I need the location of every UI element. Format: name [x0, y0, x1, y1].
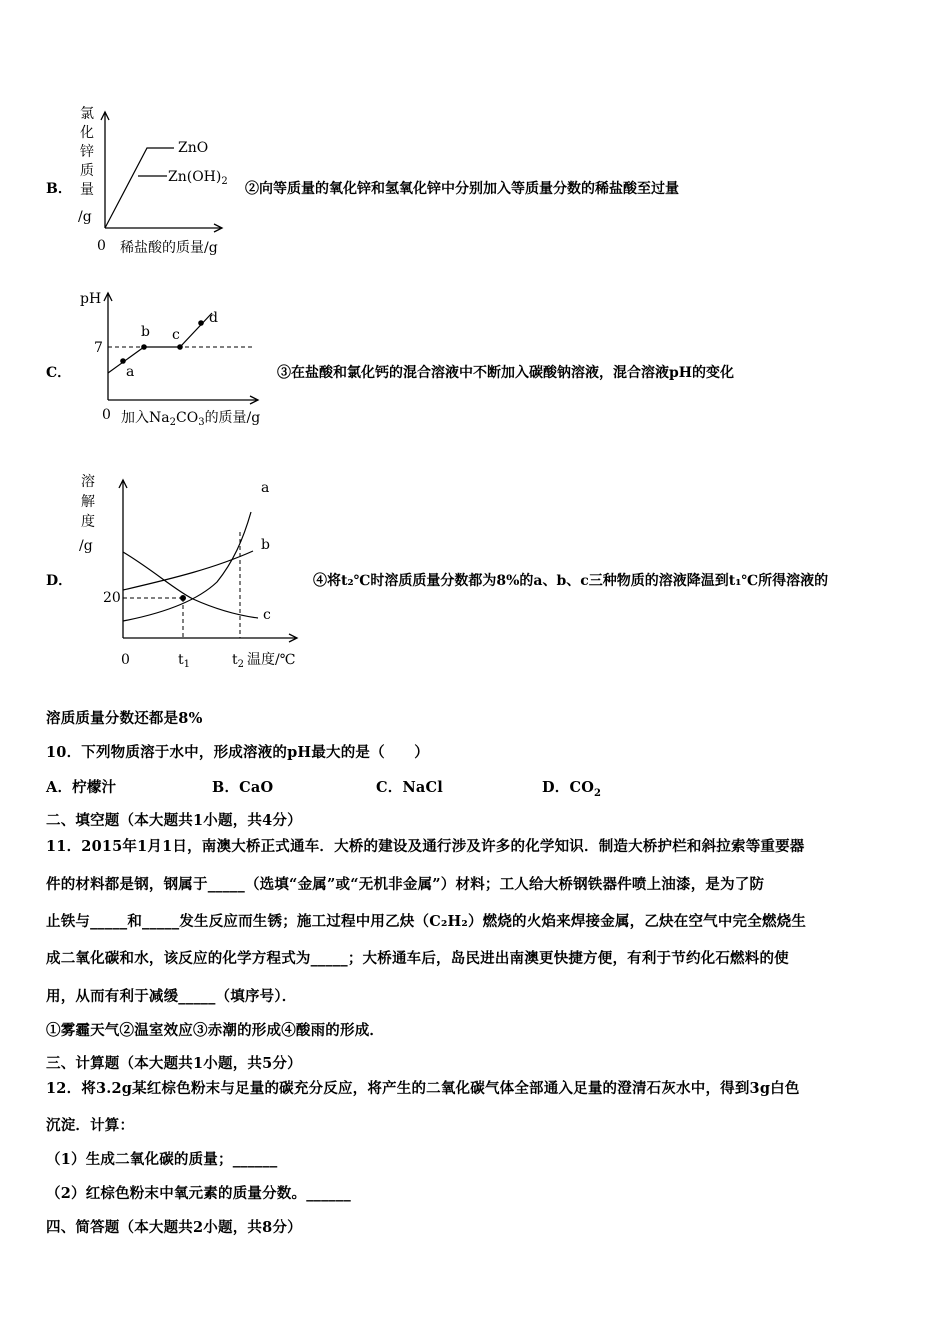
q10-option-d: D．$CO_2$ [542, 779, 602, 799]
origin-label: 0 [97, 238, 106, 254]
ylabel-char: 锌 [80, 144, 94, 160]
ylabel-char: 溶 [81, 474, 95, 490]
point-c [177, 344, 183, 350]
xlabel: 温度/℃ [247, 652, 296, 668]
origin-label: 0 [121, 652, 130, 668]
ylabel: pH [80, 291, 102, 307]
section-3-heading: 三、计算题（本大题共1小题，共5分） [46, 1055, 302, 1072]
ylabel-char: 质 [80, 163, 94, 179]
label-a: a [126, 364, 135, 380]
curve-a-label: a [261, 480, 270, 496]
section-2-heading: 二、填空题（本大题共1小题，共4分） [46, 812, 302, 829]
t1-label: $t_1$ [178, 652, 191, 670]
q11-line-2: 件的材料都是钢，钢属于_____（选填“金属”或“无机非金属”）材料；工人给大桥钢铁器件喷上油漆，是为了防 [46, 876, 765, 893]
zno-line [105, 148, 174, 228]
q12-line-1: 12．将3.2g某红棕色粉末与足量的碳充分反应，将产生的二氧化碳气体全部通入足量的澄清石灰水中，得到3g白色 [46, 1080, 800, 1097]
ylabel-vertical [79, 473, 95, 554]
solubility-graph [75, 470, 310, 675]
option-d-description: ④将t₂℃时溶质质量分数都为8%的a、b、c三种物质的溶液降温到t₁℃所得溶液的 [313, 573, 829, 589]
ylabel-char: 化 [80, 125, 94, 141]
ylabel-char: /g [79, 538, 93, 554]
curve-c-label: c [263, 607, 271, 623]
point-d [198, 320, 204, 326]
q10-option-b: B．CaO [212, 779, 274, 796]
ph-curve [108, 313, 212, 373]
ylabel-char: 解 [81, 494, 95, 510]
q11-line-6: ①雾霾天气②温室效应③赤潮的形成④酸雨的形成． [46, 1022, 385, 1039]
section-4-heading: 四、简答题（本大题共2小题，共8分） [46, 1219, 302, 1236]
xlabel: 加入$Na_2CO_3$的质量/g [121, 410, 261, 428]
origin-label: 0 [102, 407, 111, 423]
option-c-description: ③在盐酸和氯化钙的混合溶液中不断加入碳酸钠溶液，混合溶液pH的变化 [277, 365, 735, 381]
q12-part-1: （1）生成二氧化碳的质量；______ [46, 1151, 278, 1168]
point-b [141, 344, 147, 350]
curve-b-label: b [261, 537, 270, 553]
q10-option-c: C．NaCl [376, 779, 443, 796]
option-c-label: C． [46, 365, 72, 381]
option-b-description: ②向等质量的氧化锌和氢氧化锌中分别加入等质量分数的稀盐酸至过量 [245, 181, 679, 197]
q12-line-2: 沉淀．计算： [46, 1117, 135, 1134]
q10-stem: 10．下列物质溶于水中，形成溶液的pH最大的是（ ） [46, 744, 429, 761]
intersection-point [180, 595, 186, 601]
q11-line-5: 用，从而有利于减缓_____（填序号）． [46, 988, 297, 1005]
series-zno-label: ZnO [178, 140, 209, 156]
ylabel-char: 度 [81, 514, 95, 530]
label-b: b [141, 324, 150, 340]
ylabel-char: 氯 [80, 106, 94, 122]
curve-a [123, 512, 251, 621]
ylabel-char: /g [78, 209, 92, 225]
q11-line-4: 成二氧化碳和水，该反应的化学方程式为_____；大桥通车后，岛民进出南澳更快捷方便，有利于节约化石燃料的使 [46, 950, 789, 967]
q12-part-2: （2）红棕色粉末中氧元素的质量分数。______ [46, 1185, 351, 1202]
ytick-20: 20 [103, 590, 121, 606]
point-a [120, 358, 126, 364]
label-d: d [209, 310, 218, 326]
q11-line-3: 止铁与_____和_____发生反应而生锈；施工过程中用乙炔（C₂H₂）燃烧的火焰来焊接金属，乙炔在空气中完全燃烧生 [46, 913, 807, 930]
q10-option-a: A．柠檬汁 [46, 779, 117, 796]
xlabel: 稀盐酸的质量/g [120, 240, 218, 256]
ylabel-vertical [78, 106, 94, 225]
option-d-continuation: 溶质质量分数还都是8% [46, 710, 203, 727]
series-znoh2-label: $Zn(OH)_2$ [168, 169, 228, 187]
ph-graph [72, 285, 282, 435]
option-b-label: B． [46, 181, 72, 197]
q11-line-1: 11．2015年1月1日，南澳大桥正式通车．大桥的建设及通行涉及许多的化学知识．制造大桥护栏和斜拉索等重要器 [46, 838, 805, 855]
option-d-label: D． [46, 573, 73, 589]
label-c: c [172, 327, 180, 343]
ytick-7: 7 [94, 340, 103, 356]
ylabel-char: 量 [80, 182, 94, 198]
t2-label: $t_2$ [232, 652, 245, 670]
zinc-chloride-graph [72, 100, 247, 260]
